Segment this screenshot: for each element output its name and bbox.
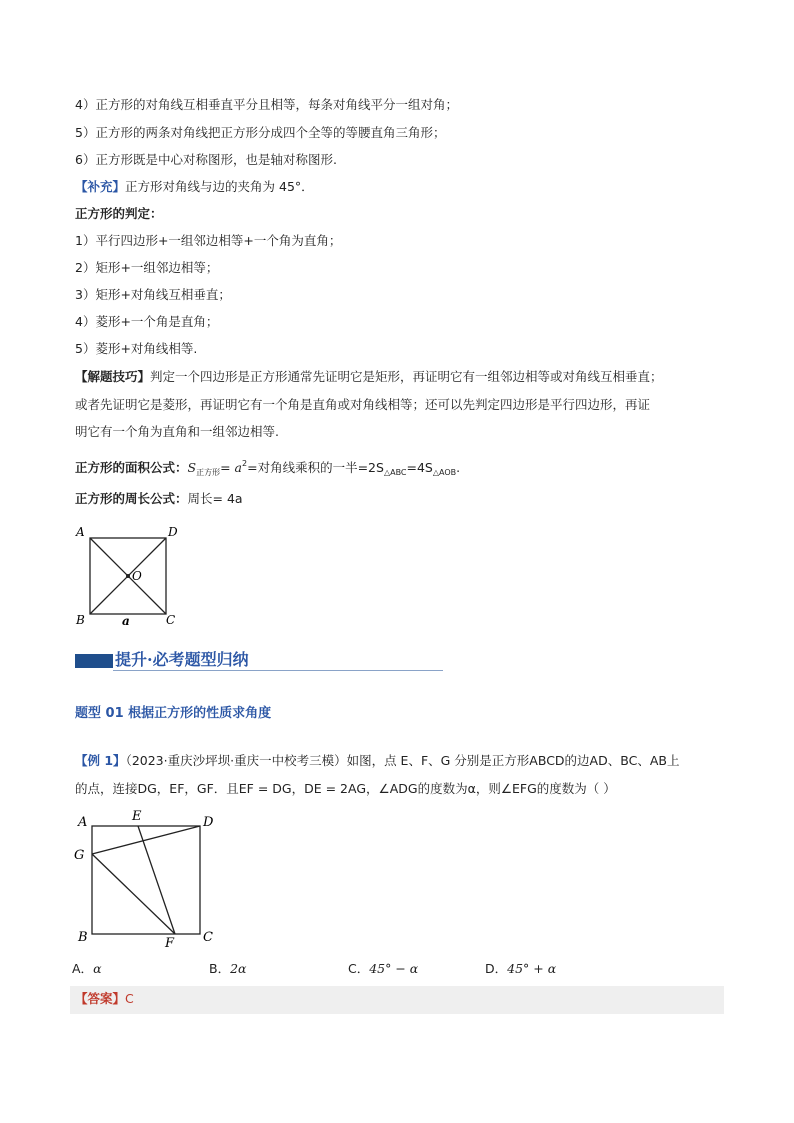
area-rest: =对角线乘积的一半=2S	[247, 460, 384, 475]
label-b: B	[76, 613, 85, 627]
label-e: E	[132, 809, 142, 824]
area-eq: = a	[220, 460, 242, 475]
section-banner	[75, 646, 443, 672]
label-c: C	[166, 613, 176, 627]
option-c-label: C．	[348, 961, 370, 976]
option-b[interactable]	[209, 960, 246, 978]
option-d-value: 45° + α	[507, 961, 557, 976]
label-f: F	[165, 936, 175, 951]
label-a: A	[76, 525, 85, 539]
label-d: D	[168, 525, 178, 539]
label-a2: A	[78, 815, 88, 830]
option-b-value: 2α	[230, 961, 247, 976]
label-c2: C	[203, 930, 213, 945]
supplement-text: 正方形对角线与边的夹角为 45°．	[125, 179, 314, 194]
segment-gf	[92, 854, 175, 934]
area-s-sub: 正方形	[196, 468, 221, 477]
point-o	[126, 574, 130, 578]
perimeter-formula	[75, 490, 243, 508]
label-d2: D	[203, 815, 214, 830]
area-mid: =4S	[406, 460, 433, 475]
tips-line-2: 或者先证明它是菱形，再证明它有一个角是直角或对角线相等；还可以先判定四边形是平行四边形，再证	[75, 397, 651, 412]
property-5: 5）正方形的两条对角线把正方形分成四个全等的等腰直角三角形；	[75, 125, 446, 140]
area-sub-abc: △ABC	[383, 468, 407, 477]
option-a[interactable]	[72, 960, 102, 978]
judge-item-5: 5）菱形+对角线相等.	[75, 341, 198, 356]
banner-underline	[113, 670, 443, 671]
judge-item-2: 2）矩形+一组邻边相等；	[75, 260, 219, 275]
perimeter-text: 周长= 4a	[187, 491, 243, 506]
segment-ef	[138, 826, 175, 934]
tips-line-1	[75, 368, 663, 386]
supplement-line	[75, 178, 314, 196]
area-sub-aob: △AOB	[432, 468, 457, 477]
option-c-value: 45° − α	[369, 961, 419, 976]
perimeter-label: 正方形的周长公式：	[75, 491, 188, 506]
area-label: 正方形的面积公式：	[75, 460, 188, 475]
area-s: S	[187, 460, 197, 475]
option-a-value: α	[93, 961, 102, 976]
property-4: 4）正方形的对角线互相垂直平分且相等，每条对角线平分一组对角；	[75, 97, 458, 112]
option-b-label: B．	[209, 961, 231, 976]
option-a-label: A．	[72, 961, 94, 976]
example-line-2: 的点，连接DG，EF，GF．且EF = DG，DE = 2AG，∠ADG的度数为α，则∠EFG的度数为（ ）	[75, 781, 616, 796]
tips-line-3: 明它有一个角为直角和一组邻边相等.	[75, 424, 279, 439]
tips-text-1: 判定一个四边形是正方形通常先证明它是矩形，再证明它有一组邻边相等或对角线互相垂直；	[150, 369, 663, 384]
area-sq: 2	[242, 459, 248, 468]
judge-item-4: 4）菱形+一个角是直角；	[75, 314, 219, 329]
square-efg-figure	[70, 806, 230, 956]
judge-title: 正方形的判定：	[75, 206, 163, 221]
area-formula	[75, 455, 460, 482]
tips-tag: 【解题技巧】	[75, 369, 151, 384]
label-o: O	[132, 569, 142, 583]
example-line-1	[75, 752, 679, 770]
judge-item-1: 1）平行四边形+一组邻边相等+一个角为直角；	[75, 233, 342, 248]
option-d[interactable]	[485, 960, 556, 978]
label-g: G	[74, 848, 85, 863]
area-end: .	[456, 460, 461, 475]
answer-line	[75, 990, 134, 1008]
example-source: （2023·重庆沙坪坝·重庆一中校考三模）	[125, 753, 347, 768]
option-c[interactable]	[348, 960, 418, 978]
answer-tag: 【答案】	[75, 991, 126, 1006]
label-b2: B	[78, 930, 88, 945]
example-tag: 【例 1】	[75, 753, 126, 768]
example-text-1: 如图，点 E、F、G 分别是正方形ABCD的边AD、BC、AB上	[346, 753, 680, 768]
square-abcd	[92, 826, 200, 934]
option-d-label: D．	[485, 961, 508, 976]
answer-box	[70, 986, 724, 1014]
banner-bar	[75, 654, 113, 668]
answer-value: C	[125, 991, 134, 1006]
judge-item-3: 3）矩形+对角线互相垂直；	[75, 287, 231, 302]
supplement-tag: 【补充】	[75, 179, 126, 194]
square-diagonal-figure	[70, 518, 190, 628]
type01-title: 题型 01 根据正方形的性质求角度	[75, 706, 272, 721]
label-side-a: a	[122, 614, 130, 628]
banner-title: 提升·必考题型归纳	[115, 650, 249, 669]
property-6: 6）正方形既是中心对称图形，也是轴对称图形.	[75, 152, 337, 167]
